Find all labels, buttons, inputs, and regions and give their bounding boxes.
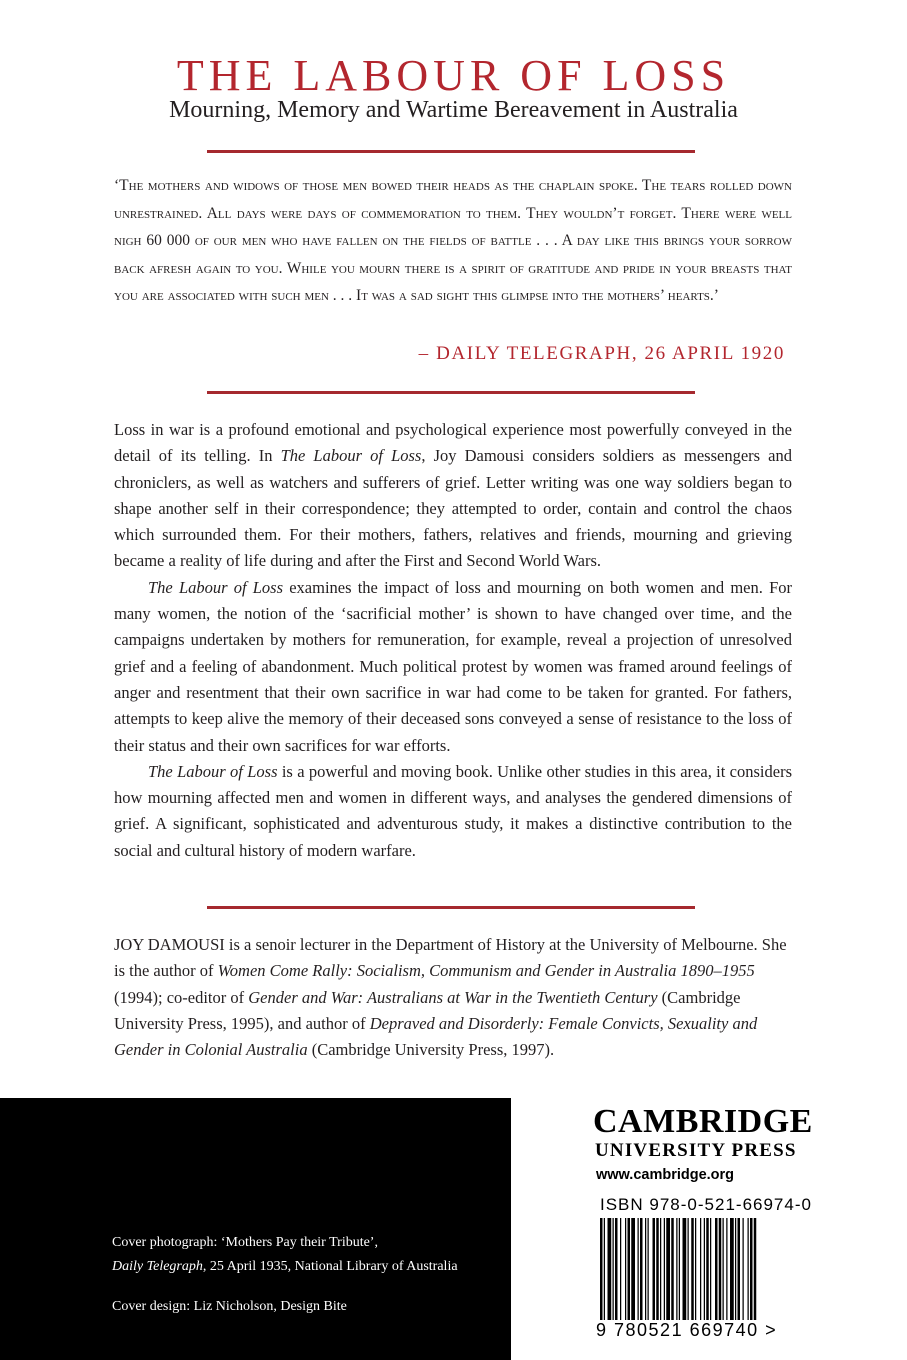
publisher-url: www.cambridge.org: [596, 1167, 735, 1183]
isbn-label: ISBN 978-0-521-66974-0: [600, 1195, 812, 1214]
description-paragraph-3: The Labour of Loss is a powerful and moving book. Unlike other studies in this area, it considers how mourning affected men and women in different ways, and analyses the gendered dimensions of grief. A significant, sophisticated and adventurous study, it makes a distinctive contribution to the social and cultural history of modern warfare.: [114, 761, 793, 860]
description-paragraph-1: Loss in war is a profound emotional and psychological experience most powerfully conveyed in the detail of its telling. In The Labour of Loss, Joy Damousi considers soldiers as messengers and chroniclers, as well as watchers and sufferers of grief. Letter writing was one way soldiers began to shape another self in their correspondence; they attempted to order, contain and control the chaos which surrounded them. For their mothers, fathers, relatives and friends, mourning and grieving became a reality of life during and after the First and Second World Wars.: [114, 420, 793, 571]
cover-design-credit: Cover design: Liz Nicholson, Design Bite: [112, 1299, 347, 1314]
description: [114, 417, 792, 864]
divider-mid: [207, 391, 695, 394]
book-reference: Women Come Rally: Socialism, Communism and Gender in Australia 1890–1955: [217, 961, 755, 981]
book-reference: Gender and War: Australians at War in the Twentieth Century: [248, 987, 658, 1007]
book-reference: Depraved and Disorderly: Female Convicts, Sexuality and Gender in Colonial Australia: [114, 1013, 758, 1060]
author-bio: JOY DAMOUSI is a senoir lecturer in the Department of History at the University of Melbourne. She is the author of Women Come Rally: Socialism, Communism and Gender in Australia 1890–1955 (1994); co-editor of Gender and War: Australians at War in the Twentieth Century (Cambridge University Press, 1995), and author of Depraved and Disorderly: Female Convicts, Sexuality and Gender in Colonial Australia (Cambridge University Press, 1997).: [114, 935, 787, 1060]
book-title-reference: The Labour of Loss: [148, 577, 284, 597]
divider-top: [207, 150, 695, 153]
book-title-reference: The Labour of Loss: [148, 761, 278, 781]
epigraph-quote: ‘The mothers and widows of those men bowed their heads as the chaplain spoke. The tears rolled down unrestrained. All days were days of commemoration to them. They wouldn’t forget. There were well nigh 60 000 of our men who have fallen on the fields of battle . . . A day like this brings your sorrow back afresh again to you. While you mourn there is a spirit of gratitude and pride in your breasts that you are associated with such men . . . It was a sad sight this glimpse into the mothers’ hearts.’: [114, 177, 792, 304]
book-title-reference: The Labour of Loss: [280, 446, 422, 466]
description-paragraph-2: The Labour of Loss examines the impact of loss and mourning on both women and men. For many women, the notion of the ‘sacrificial mother’ is shown to have changed over time, and the campaigns undertaken by mothers for remuneration, for example, reveal a projection of unresolved grief and a feeling of abandonment. Much political protest by women was framed around feelings of anger and resentment that their own sacrifice in war had come to be taken for granted. For fathers, attempts to keep alive the memory of their deceased sons conveyed a sense of resistance to the loss of their status and their own sacrifices for war efforts.: [114, 577, 792, 755]
epigraph-attribution: – DAILY TELEGRAPH, 26 APRIL 1920: [418, 343, 785, 364]
cover-photo-credit: Cover photograph: ‘Mothers Pay their Tribute’, Daily Telegraph, 25 April 1935, National Library of Australia: [112, 1235, 458, 1274]
book-subtitle: Mourning, Memory and Wartime Bereavement in Australia: [169, 97, 738, 123]
credits-panel: [0, 1098, 511, 1360]
publisher-name: CAMBRIDGE: [593, 1103, 813, 1140]
publisher-press: UNIVERSITY PRESS: [595, 1140, 797, 1161]
divider-bottom: [207, 906, 695, 909]
barcode-digits: 9 780521 669740 >: [596, 1320, 778, 1340]
barcode: [600, 1218, 800, 1336]
book-title: THE LABOUR OF LOSS: [176, 51, 731, 100]
